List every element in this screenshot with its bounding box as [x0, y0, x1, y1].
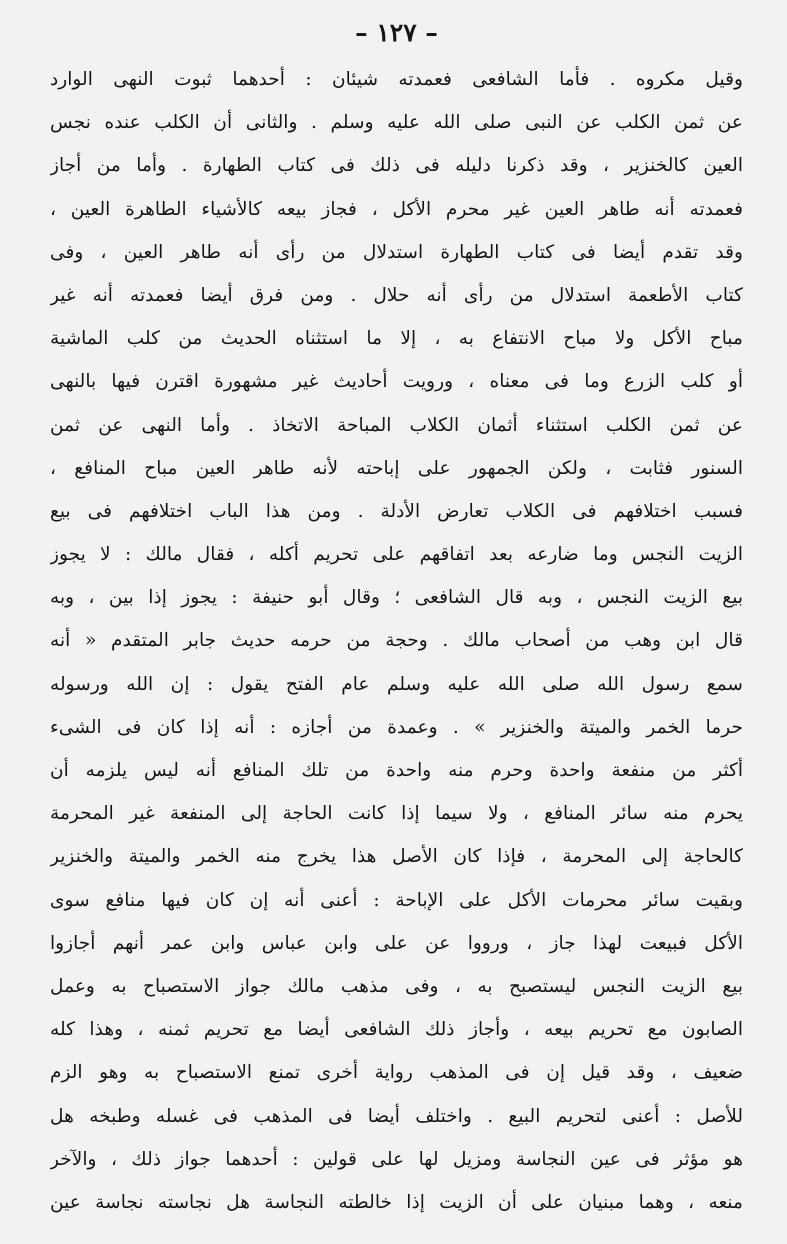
text-line: كالحاجة إلى المحرمة ، فإذا كان الأصل هذا يخرج منه الخمر والميتة والخنزير [50, 846, 743, 868]
text-line: مباح الأكل ولا مباح الانتفاع به ، إلا ما استثناه الحديث من كلب الماشية [50, 328, 743, 350]
text-line: عن ثمن الكلب عن النبى صلى الله عليه وسلم . والثانى أن الكلب عنده نجس [50, 112, 743, 134]
text-line: كتاب الأطعمة استدلال من رأى أنه حلال . ومن فرق أيضا فعمدته أنه غير [50, 284, 743, 306]
page-text-body [50, 58, 743, 1224]
text-line: أكثر من منفعة واحدة وحرم منه واحدة من تلك المنافع أنه ليس يلزمه أن [50, 760, 743, 781]
text-line: الأكل فبيعت لهذا جاز ، ورووا عن على وابن عباس وابن عمر أنهم أجازوا [50, 932, 743, 954]
text-line: سمع رسول الله صلى الله عليه وسلم عام الفتح يقول : إن الله ورسوله [50, 673, 743, 695]
text-line: منعه ، وهما مبنيان على أن الزيت إذا خالطته النجاسة هل نجاسته نجاسة عين [50, 1191, 743, 1213]
text-line: فعمدته أنه طاهر العين غير محرم الأكل ، فجاز بيعه كالأشياء الطاهرة العين ، [50, 198, 743, 220]
text-line: الصابون مع تحريم بيعه ، وأجاز ذلك الشافعى أيضا مع تحريم ثمنه ، وهذا كله [50, 1019, 743, 1041]
text-line: للأصل : أعنى لتحريم البيع . واختلف أيضا فى المذهب فى غسله وطبخه هل [50, 1105, 743, 1127]
page-number: – ١٢٧ – [355, 18, 438, 47]
text-line: أو كلب الزرع وما فى معناه ، ورويت أحاديث غير مشهورة اقترن فيها بالنهى [50, 371, 743, 393]
text-line: وقيل مكروه . فأما الشافعى فعمدته شيئان : أحدهما ثبوت النهى الوارد [50, 69, 743, 90]
text-line: وبقيت سائر محرمات الأكل على الإباحة : أعنى أنه إن كان فيها منافع سوى [50, 889, 743, 911]
text-line: حرما الخمر والميتة والخنزير » . وعمدة من أجازه : أنه إذا كان فى الشىء [50, 716, 743, 738]
text-line: يحرم منه سائر المنافع ، ولا سيما إذا كانت الحاجة إلى المنفعة غير المحرمة [50, 803, 743, 825]
text-line: وقد تقدم أيضا فى كتاب الطهارة استدلال من رأى أنه طاهر العين ، وفى [50, 241, 743, 263]
text-line: السنور فثابت ، ولكن الجمهور على إباحته لأنه طاهر العين مباح المنافع ، [50, 457, 743, 479]
text-line: بيع الزيت النجس ليستصبح به ، وفى مذهب مالك جواز الاستصباح به وعمل [50, 975, 743, 997]
text-line: قال ابن وهب من أصحاب مالك . وحجة من حرمه حديث جابر المتقدم « أنه [50, 630, 743, 652]
text-line: فسبب اختلافهم فى الكلاب تعارض الأدلة . ومن هذا الباب اختلافهم فى بيع [50, 500, 743, 522]
text-line: ضعيف ، وقد قيل إن فى المذهب رواية أخرى تمنع الاستصباح به وهو الزم [50, 1062, 743, 1084]
text-line: هو مؤثر فى عين النجاسة ومزيل لها على قولين : أحدهما جواز ذلك ، والآخر [50, 1148, 743, 1170]
text-line: عن ثمن الكلب استثناء أثمان الكلاب المباحة الاتخاذ . وأما النهى عن ثمن [50, 414, 743, 436]
text-line: العين كالخنزير ، وقد ذكرنا دليله فى ذلك فى كتاب الطهارة . وأما من أجاز [50, 155, 743, 177]
text-line: بيع الزيت النجس ، وبه قال الشافعى ؛ وقال أبو حنيفة : يجوز إذا بين ، وبه [50, 587, 743, 609]
text-line: الزيت النجس وما ضارعه بعد اتفاقهم على تحريم أكله ، فقال مالك : لا يجوز [50, 544, 743, 566]
